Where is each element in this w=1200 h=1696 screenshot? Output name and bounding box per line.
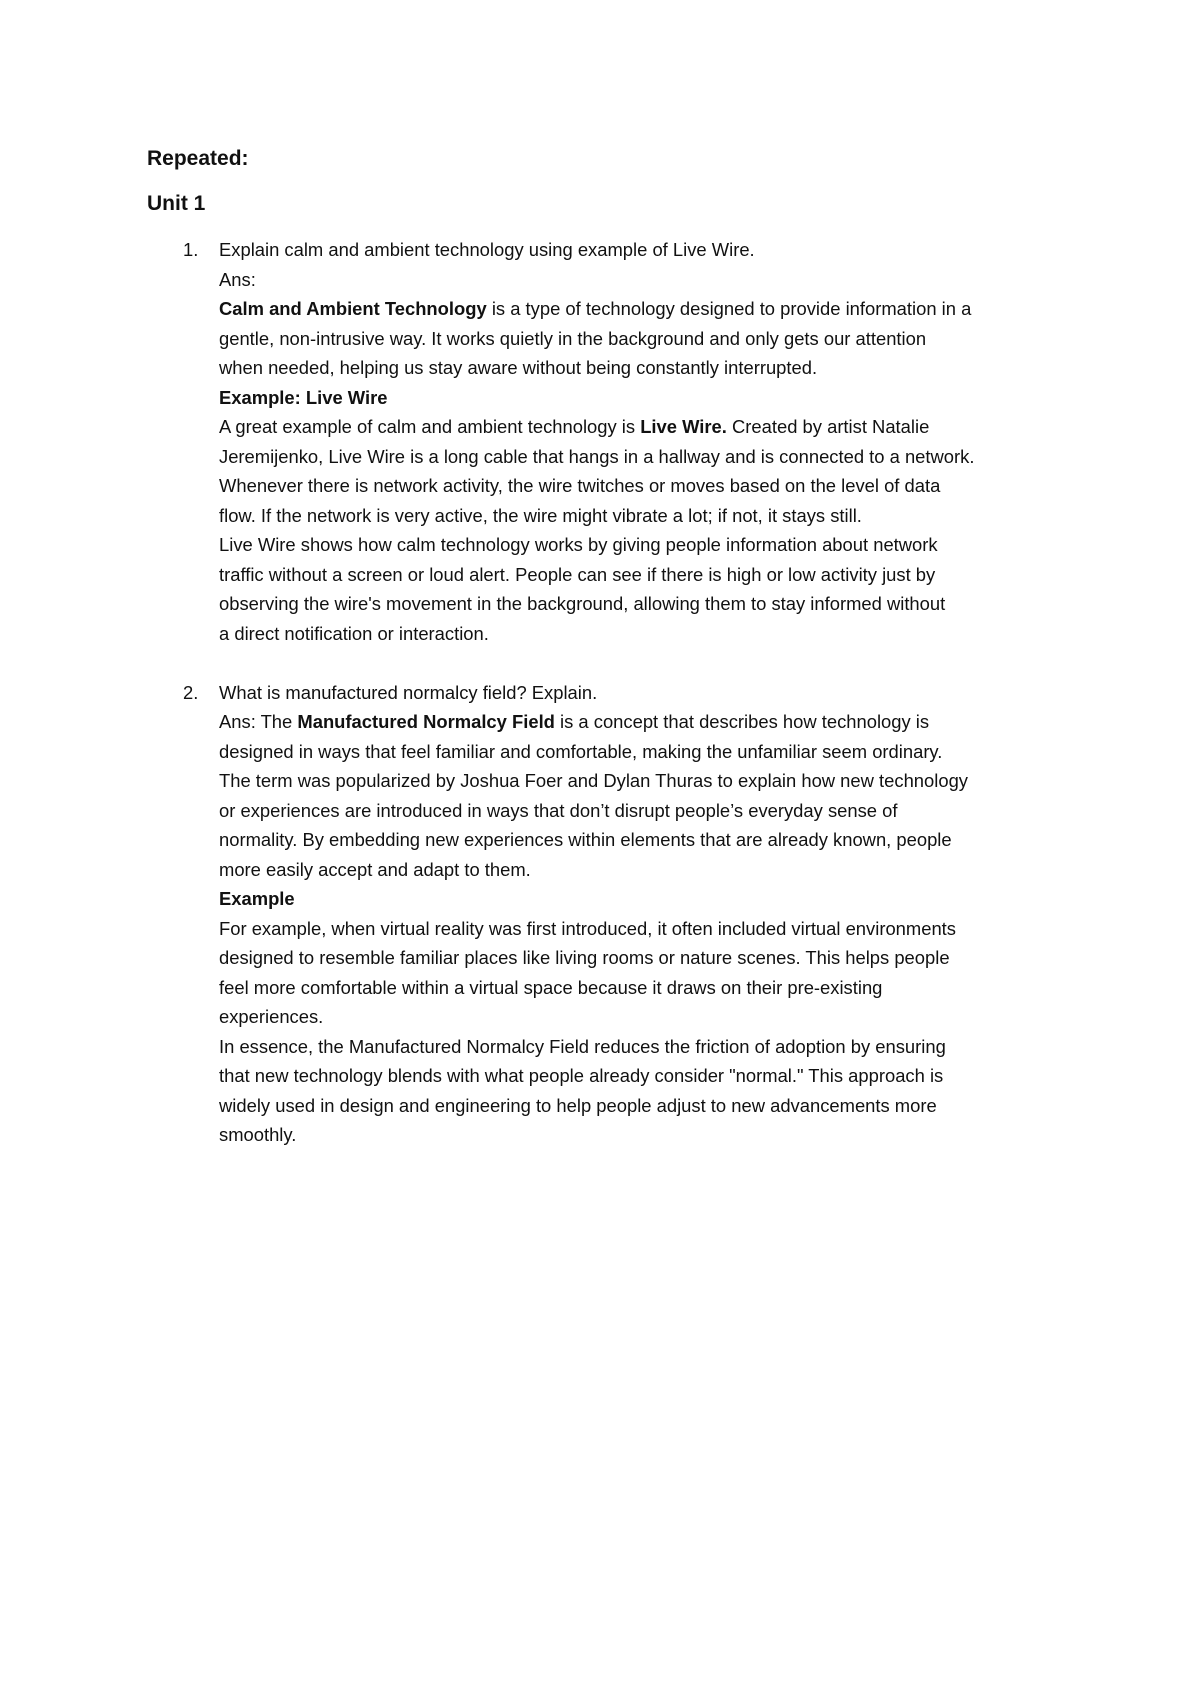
answer-line: or experiences are introduced in ways that don’t disrupt people’s everyday sense of [219,799,898,821]
answer-line: A great example of calm and ambient technology is Live Wire. Created by artist Natalie [219,416,930,437]
question-number: 1. [183,239,199,260]
answer-line: For example, when virtual reality was first introduced, it often included virtual environments [219,917,956,939]
answer-line: Whenever there is network activity, the wire twitches or moves based on the level of data [219,475,941,496]
answer-label: Ans: The [219,711,298,732]
answer-line: Calm and Ambient Technology is a type of technology designed to provide information in a [219,298,972,319]
answer-line: designed in ways that feel familiar and comfortable, making the unfamiliar seem ordinary. [219,740,943,762]
answer-line: widely used in design and engineering to help people adjust to new advancements more [219,1094,937,1116]
question-item-2 [147,678,1067,1150]
answer-line: flow. If the network is very active, the wire might vibrate a lot; if not, it stays still. [219,504,862,526]
unit-heading: Unit 1 [147,192,206,215]
answer-line: In essence, the Manufactured Normalcy Field reduces the friction of adoption by ensuring [219,1035,946,1057]
question-text: Explain calm and ambient technology using example of Live Wire. [219,239,755,260]
answer-line: more easily accept and adapt to them. [219,858,531,880]
answer-line: Ans: The Manufactured Normalcy Field is a concept that describes how technology is [219,711,930,732]
answer-line: Live Wire shows how calm technology works by giving people information about network [219,534,938,555]
question-text: What is manufactured normalcy field? Explain. [219,681,598,703]
key-term: Manufactured Normalcy Field [297,711,555,732]
answer-line: gentle, non-intrusive way. It works quietly in the background and only gets our attention [219,327,927,349]
answer-line: a direct notification or interaction. [219,622,489,644]
answer-label: Ans: [219,268,256,290]
question-list [147,235,1067,1150]
answer-line: feel more comfortable within a virtual space because it draws on their pre-existing [219,976,883,998]
answer-line: that new technology blends with what people already consider "normal." This approach is [219,1065,944,1086]
example-heading: Example [219,888,295,909]
answer-line: observing the wire's movement in the background, allowing them to stay informed without [219,593,946,614]
document-title: Repeated: [147,147,249,170]
answer-line: when needed, helping us stay aware without being constantly interrupted. [219,357,818,378]
question-number: 2. [183,681,199,703]
answer-line: normality. By embedding new experiences within elements that are already known, people [219,829,952,850]
key-term: Live Wire. [640,416,727,437]
document-body [147,145,1067,1150]
question-item-1 [147,235,1067,648]
example-heading: Example: Live Wire [219,386,388,408]
answer-line: smoothly. [219,1124,297,1145]
answer-line: traffic without a screen or loud alert. People can see if there is high or low activity just by [219,563,936,585]
answer-line: The term was popularized by Joshua Foer and Dylan Thuras to explain how new technology [219,770,968,791]
key-term: Calm and Ambient Technology [219,298,487,319]
answer-line: experiences. [219,1006,324,1027]
answer-line: Jeremijenko, Live Wire is a long cable that hangs in a hallway and is connected to a network. [219,445,975,467]
answer-line: designed to resemble familiar places like living rooms or nature scenes. This helps people [219,947,950,968]
